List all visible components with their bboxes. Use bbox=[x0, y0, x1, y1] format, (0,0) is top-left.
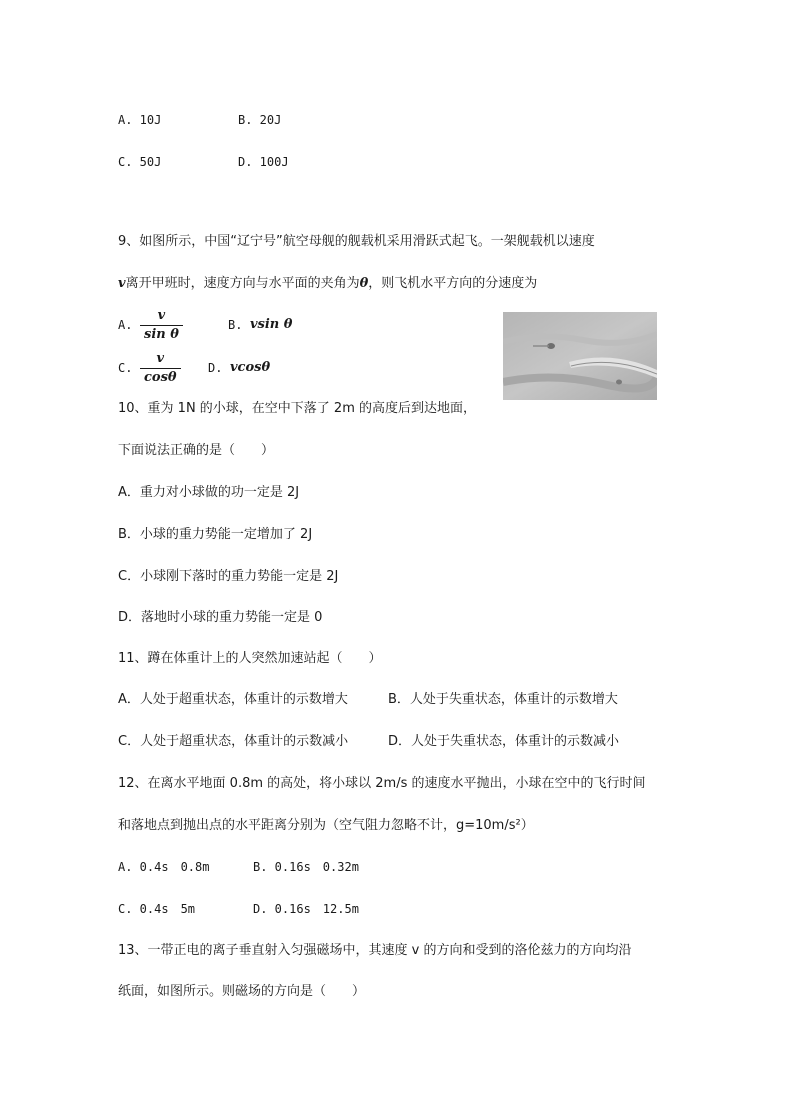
q10-option-c: C．小球刚下落时的重力势能一定是 2J bbox=[118, 569, 339, 584]
q9-option-b-label: B. bbox=[228, 318, 243, 332]
q9-option-c-denominator: cosθ bbox=[144, 370, 177, 385]
q9-option-a-numerator: v bbox=[140, 307, 183, 326]
q10-stem-line2: 下面说法正确的是（ ） bbox=[118, 443, 275, 458]
q13-stem-line1: 13、一带正电的离子垂直射入匀强磁场中，其速度 v 的方向和受到的洛伦兹力的方向均沿 bbox=[118, 943, 632, 958]
q9-option-b-expression: vsin θ bbox=[250, 317, 293, 332]
q9-stem-mid: 离开甲班时，速度方向与水平面的夹角为 bbox=[125, 276, 360, 291]
q9-option-a-label: A. bbox=[118, 318, 133, 332]
q12-option-d: D. 0.16s 12.5m bbox=[253, 902, 359, 916]
q9-stem-end: ，则飞机水平方向的分速度为 bbox=[368, 276, 538, 291]
q10-option-d: D．落地时小球的重力势能一定是 0 bbox=[118, 610, 323, 625]
q11-option-c: C．人处于超重状态，体重计的示数减小 bbox=[118, 734, 349, 749]
q12-stem-line1: 12、在离水平地面 0.8m 的高处，将小球以 2m/s 的速度水平抛出，小球在空中的飞行时间 bbox=[118, 776, 646, 791]
theta-symbol: θ bbox=[359, 276, 369, 291]
q11-option-b: B．人处于失重状态，体重计的示数增大 bbox=[388, 692, 618, 707]
q9-option-c-fraction bbox=[140, 350, 181, 387]
q8-option-a: A. 10J bbox=[118, 113, 162, 127]
q9-stem-line2 bbox=[118, 275, 537, 293]
q9-option-a-denominator: sin θ bbox=[144, 327, 179, 342]
q8-option-b: B. 20J bbox=[238, 113, 282, 127]
q12-option-c: C. 0.4s 5m bbox=[118, 902, 196, 916]
q11-option-a: A．人处于超重状态，体重计的示数增大 bbox=[118, 692, 348, 707]
q8-option-d: D. 100J bbox=[238, 155, 289, 169]
q12-option-b: B. 0.16s 0.32m bbox=[253, 860, 359, 874]
q11-option-d: D．人处于失重状态，体重计的示数减小 bbox=[388, 734, 620, 749]
q13-stem-line2: 纸面，如图所示。则磁场的方向是（ ） bbox=[118, 984, 366, 999]
q9-option-a-fraction bbox=[140, 307, 183, 344]
q10-stem-line1: 10、重为 1N 的小球，在空中下落了 2m 的高度后到达地面， bbox=[118, 401, 477, 416]
q10-option-a: A．重力对小球做的功一定是 2J bbox=[118, 485, 300, 500]
carrier-aircraft-photo bbox=[503, 312, 657, 400]
q9-option-d-expression: vcosθ bbox=[230, 360, 271, 375]
q12-option-a: A. 0.4s 0.8m bbox=[118, 860, 210, 874]
velocity-symbol: v bbox=[118, 276, 126, 291]
q9-option-c-label: C. bbox=[118, 361, 133, 375]
q9-option-c-numerator: v bbox=[140, 350, 181, 369]
q8-option-c: C. 50J bbox=[118, 155, 162, 169]
q9-stem-line1: 9、如图所示，中国“辽宁号”航空母舰的舰载机采用滑跃式起飞。一架舰载机以速度 bbox=[118, 234, 595, 249]
q9-option-d-label: D. bbox=[208, 361, 223, 375]
q11-stem: 11、蹲在体重计上的人突然加速站起（ ） bbox=[118, 651, 382, 666]
q10-option-b: B．小球的重力势能一定增加了 2J bbox=[118, 527, 313, 542]
q12-stem-line2: 和落地点到抛出点的水平距离分别为（空气阻力忽略不计，g=10m/s²） bbox=[118, 818, 534, 833]
